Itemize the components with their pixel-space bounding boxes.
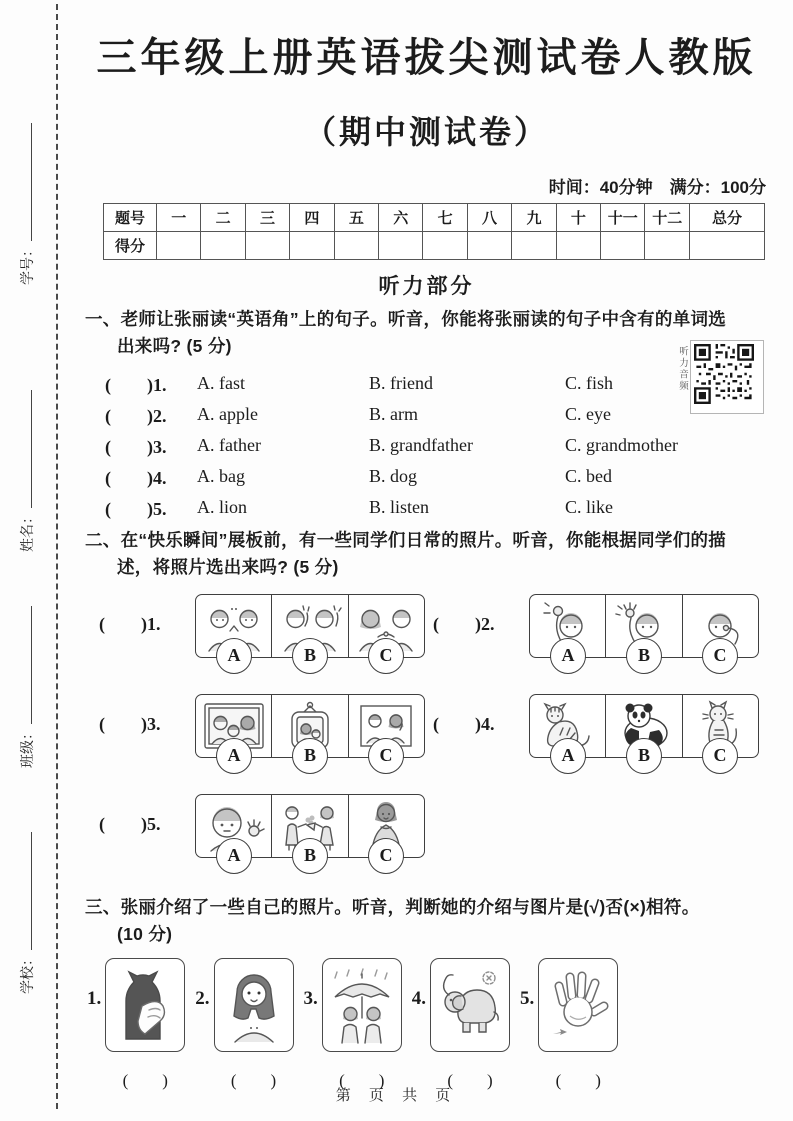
school-blank	[18, 832, 32, 950]
q3-item-1	[87, 958, 185, 1091]
q2-item-3-picture-box	[195, 694, 425, 765]
option-labels	[196, 838, 424, 874]
q1-option-rows	[85, 368, 768, 523]
q2-picture-rows	[85, 594, 768, 865]
option-circle-a: A	[550, 738, 586, 774]
answer-blank: ( )	[555, 1070, 601, 1090]
col-header: 十二	[645, 204, 690, 232]
answer-blank: ( )	[447, 1070, 493, 1090]
photo-frame	[322, 958, 402, 1052]
score-cell	[157, 232, 201, 260]
option-a: A. bag	[197, 466, 245, 487]
page-subtitle: （期中测试卷）	[303, 114, 549, 150]
score-row-label: 得分	[104, 232, 157, 260]
q3-item-5	[520, 958, 618, 1091]
answer-blank: ( )	[122, 1070, 168, 1090]
option-a: A. apple	[197, 404, 258, 425]
score-cell	[423, 232, 467, 260]
q2-item-2	[433, 594, 759, 665]
question-3-block	[85, 894, 768, 1091]
open-hand-image	[545, 966, 611, 1044]
col-header: 四	[290, 204, 334, 232]
col-header: 六	[379, 204, 423, 232]
q3-prompt-line2: (10 分)	[117, 923, 173, 944]
col-header: 五	[334, 204, 378, 232]
option-a: A. fast	[197, 373, 245, 394]
sidebar-field-name	[17, 352, 39, 552]
binding-dashed-line	[56, 4, 58, 1109]
q2-prompt-line2: 述，将照片选出来吗? (5 分)	[117, 557, 339, 578]
col-header: 三	[245, 204, 289, 232]
option-labels	[530, 738, 758, 774]
option-circle-a: A	[216, 638, 252, 674]
option-circle-b: B	[292, 838, 328, 874]
score-cell	[379, 232, 423, 260]
answer-blank: ( )1.	[99, 613, 161, 634]
score-table-header-row	[104, 204, 765, 232]
answer-blank: ( )4.	[105, 467, 167, 488]
q2-row-1	[85, 594, 768, 665]
q1-item-4	[85, 461, 768, 492]
score-cell	[512, 232, 556, 260]
option-circle-a: A	[550, 638, 586, 674]
option-b: B. dog	[369, 466, 418, 487]
question-2-prompt	[85, 527, 768, 581]
q1-prompt-line2: 出来吗? (5 分)	[117, 336, 232, 357]
school-label: 学校：	[19, 952, 35, 994]
col-header: 总分	[690, 204, 765, 232]
option-circle-c: C	[368, 638, 404, 674]
photo-frame	[430, 958, 510, 1052]
option-a: A. father	[197, 435, 261, 456]
item-number: 3.	[303, 987, 318, 1009]
answer-blank: ( )4.	[433, 713, 495, 734]
q2-item-1	[99, 594, 425, 665]
col-header: 一	[157, 204, 201, 232]
time-score-info: 时间：40分钟 满分：100分	[548, 178, 766, 197]
score-table	[103, 203, 765, 260]
col-header: 十	[556, 204, 600, 232]
name-label: 姓名：	[19, 510, 35, 552]
question-1-prompt	[85, 306, 768, 360]
option-circle-b: B	[292, 738, 328, 774]
q3-item-4	[412, 958, 510, 1091]
answer-blank: ( )	[339, 1070, 385, 1090]
q1-prompt-line1: 一、老师让张丽读“英语角”上的句子。听音，你能将张丽读的句子中含有的单词选	[85, 309, 727, 329]
girl-face-image	[221, 966, 287, 1044]
qr-code-icon	[694, 344, 754, 404]
score-cell	[467, 232, 511, 260]
photo-frame	[105, 958, 185, 1052]
item-number: 5.	[520, 987, 535, 1009]
option-circle-c: C	[368, 838, 404, 874]
hand-petting-cat-image	[112, 966, 178, 1044]
option-b: B. listen	[369, 497, 430, 518]
question-2-block	[85, 527, 768, 865]
option-b: B. friend	[369, 373, 433, 394]
q1-item-2	[85, 399, 768, 430]
q2-item-4	[433, 694, 759, 765]
answer-blank: ( )	[230, 1070, 277, 1090]
score-cell	[690, 232, 765, 260]
sidebar-field-school	[17, 794, 39, 994]
col-header: 十一	[601, 204, 645, 232]
col-header: 题号	[104, 204, 157, 232]
item-number: 4.	[411, 987, 426, 1009]
col-header: 二	[201, 204, 245, 232]
option-circle-b: B	[626, 738, 662, 774]
option-c: C. eye	[565, 404, 611, 425]
answer-blank: ( )5.	[105, 498, 167, 519]
page-footer: 第 页 共 页	[335, 1087, 458, 1104]
q2-row-2	[85, 694, 768, 765]
class-blank	[18, 606, 32, 724]
elephant-image	[437, 966, 503, 1044]
q3-item-2	[195, 958, 293, 1091]
option-labels	[530, 638, 758, 674]
option-c: C. like	[565, 497, 613, 518]
score-cell	[645, 232, 690, 260]
col-header: 七	[423, 204, 467, 232]
sidebar-field-student-number	[17, 85, 39, 285]
q2-item-1-picture-box	[195, 594, 425, 665]
page-title: 三年级上册英语拔尖测试卷人教版	[96, 36, 757, 80]
class-label: 班级：	[19, 726, 35, 768]
col-header: 九	[512, 204, 556, 232]
option-circle-b: B	[626, 638, 662, 674]
score-cell	[334, 232, 378, 260]
answer-blank: ( )5.	[99, 813, 161, 834]
option-c: C. fish	[565, 373, 614, 394]
q3-item-3	[304, 958, 402, 1091]
answer-blank: ( )3.	[105, 436, 167, 457]
score-cell	[601, 232, 645, 260]
score-cell	[245, 232, 289, 260]
q2-item-5-picture-box	[195, 794, 425, 865]
option-labels	[196, 738, 424, 774]
col-header: 八	[467, 204, 511, 232]
answer-blank: ( )2.	[433, 613, 495, 634]
option-c: C. grandmother	[565, 435, 678, 456]
q1-item-3	[85, 430, 768, 461]
score-cell	[556, 232, 600, 260]
option-b: B. grandfather	[369, 435, 473, 456]
score-cell	[201, 232, 245, 260]
score-table-score-row	[104, 232, 765, 260]
option-labels	[196, 638, 424, 674]
answer-blank: ( )3.	[99, 713, 161, 734]
q1-item-1	[85, 368, 768, 399]
q2-item-2-picture-box	[529, 594, 759, 665]
name-blank	[18, 390, 32, 508]
answer-blank: ( )2.	[105, 405, 167, 426]
listening-section-heading: 听力部分	[378, 275, 475, 298]
option-a: A. lion	[197, 497, 248, 518]
q3-prompt-line1: 三、张丽介绍了一些自己的照片。听音，判断她的介绍与图片是(√)否(×)相符。	[85, 896, 700, 917]
q3-picture-row	[85, 958, 768, 1091]
qr-label: 听力音频	[677, 346, 688, 392]
listening-audio-qr	[675, 340, 764, 414]
item-number: 2.	[195, 987, 210, 1009]
girls-under-umbrella-image	[329, 966, 395, 1044]
option-circle-b: B	[292, 638, 328, 674]
q2-prompt-line1: 二、在“快乐瞬间”展板前，有一些同学们日常的照片。听音，你能根据同学们的描	[85, 530, 727, 551]
q2-item-5	[99, 794, 425, 865]
qr-code-icon	[690, 340, 764, 414]
answer-blank: ( )1.	[105, 374, 167, 395]
score-cell	[290, 232, 334, 260]
option-circle-c: C	[702, 738, 738, 774]
question-3-prompt	[85, 894, 768, 948]
photo-frame	[214, 958, 294, 1052]
item-number: 1.	[87, 987, 102, 1009]
q2-item-3	[99, 694, 425, 765]
student-number-blank	[18, 123, 32, 241]
option-circle-a: A	[216, 838, 252, 874]
student-number-label: 学号：	[19, 243, 35, 285]
question-1-block	[85, 306, 768, 523]
option-circle-c: C	[368, 738, 404, 774]
sidebar-field-class	[17, 568, 39, 768]
q2-row-3	[85, 794, 768, 865]
option-circle-a: A	[216, 738, 252, 774]
option-circle-c: C	[702, 638, 738, 674]
q2-item-4-picture-box	[529, 694, 759, 765]
photo-frame	[538, 958, 618, 1052]
option-b: B. arm	[369, 404, 418, 425]
q1-item-5	[85, 492, 768, 523]
option-c: C. bed	[565, 466, 612, 487]
